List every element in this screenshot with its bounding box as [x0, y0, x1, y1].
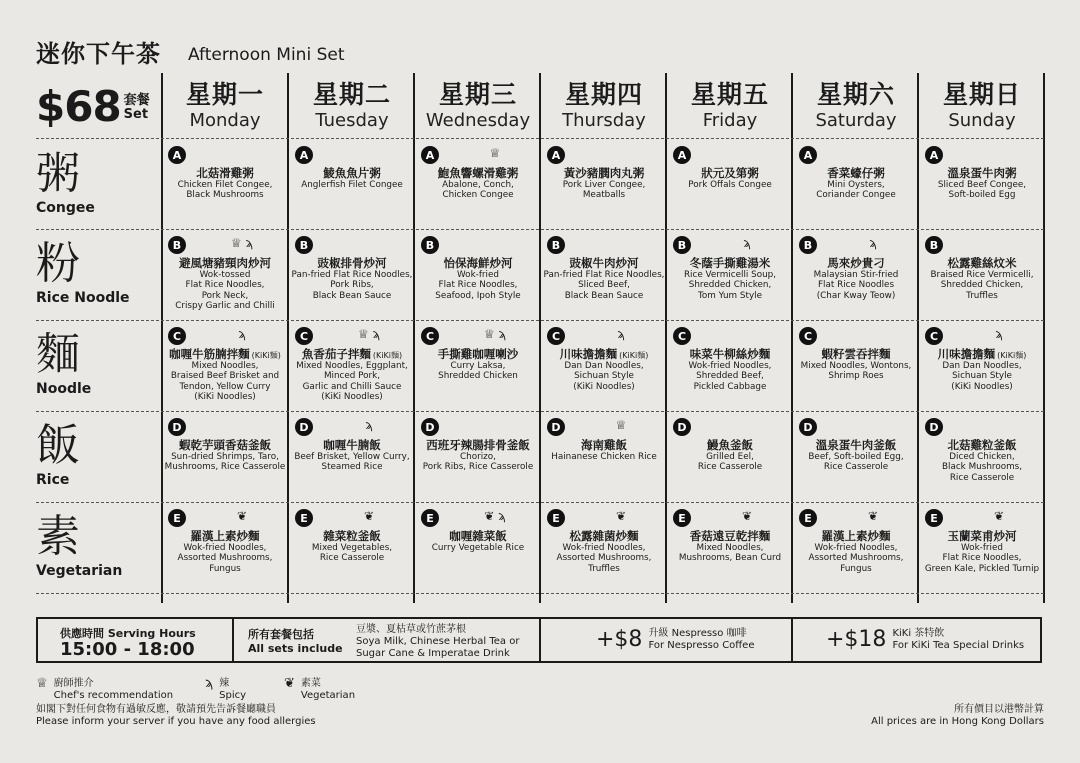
menu-item [793, 146, 919, 238]
dish-description: Braised Rice Vermicelli, Shredded Chicken, Truffles [930, 270, 1034, 301]
chili-icon: ϡ [365, 418, 373, 432]
option-letter-badge: A [168, 146, 186, 164]
day-name-en: Monday [189, 110, 261, 131]
option-letter-badge: C [547, 327, 565, 345]
dish-name-text: 川味擔擔麵 [559, 347, 618, 361]
day-header-saturday [796, 80, 916, 132]
chili-icon: ϡ [617, 327, 625, 341]
category-en: Rice Noodle [36, 290, 130, 306]
option-letter-badge: A [295, 146, 313, 164]
day-name-en: Saturday [815, 110, 897, 131]
category-zh: 素 [36, 511, 80, 562]
dish-icons [969, 509, 1029, 523]
option-letter-badge: B [295, 236, 313, 254]
dish-name-text: 馬來炒貴刁 [827, 256, 885, 270]
dish-icons [591, 418, 651, 432]
includes-items: 豆漿、夏枯草或竹蔗茅根 Soya Milk, Chinese Herbal Tea or Sugar Cane & Imperatae Drink [356, 624, 520, 659]
menu-item [162, 327, 288, 419]
dish-name-text: 溫泉蛋牛肉釜飯 [815, 438, 897, 452]
menu-item [919, 146, 1045, 238]
dish-icons [591, 327, 651, 341]
dish-icons [843, 509, 903, 523]
category-zh: 粉 [36, 238, 80, 289]
dish-name-text: 雜菜粒釜飯 [323, 529, 381, 543]
dish-name [541, 255, 667, 271]
leaf-icon: ❦ [615, 509, 627, 523]
menu-item [162, 236, 288, 328]
menu-item [415, 327, 541, 419]
dish-name [289, 437, 415, 453]
dish-name [162, 528, 288, 544]
category-rice [36, 420, 161, 488]
dish-icons [969, 327, 1029, 341]
option-letter-badge: D [673, 418, 691, 436]
menu-item [919, 418, 1045, 510]
dish-description: Beef, Soft-boiled Egg, Rice Casserole [808, 452, 904, 473]
menu-item [541, 327, 667, 419]
dish-description: Dan Dan Noodles, Sichuan Style (KiKi Noodles) [564, 361, 644, 392]
category-rice-noodle [36, 238, 161, 306]
menu-item [919, 509, 1045, 601]
menu-item [162, 509, 288, 601]
day-header-wednesday [418, 80, 538, 132]
dish-description: Abalone, Conch, Chicken Congee [442, 180, 514, 201]
chili-icon: ϡ [245, 236, 254, 250]
category-en: Congee [36, 200, 95, 216]
category-zh: 飯 [36, 420, 80, 471]
day-header-monday [165, 80, 285, 132]
chef-hat-icon: ♕ [615, 418, 627, 432]
legend-spicy [205, 678, 246, 702]
day-name-zh: 星期日 [942, 80, 1021, 109]
menu-item [289, 327, 415, 419]
dish-name-text: 豉椒排骨炒河 [317, 256, 387, 270]
option-letter-badge: C [295, 327, 313, 345]
dish-name [793, 437, 919, 453]
chili-icon: ϡ [498, 509, 506, 523]
dish-tag: (KiKi麵) [997, 351, 1027, 360]
price-label: 套餐 Set [123, 93, 150, 122]
addon-coffee-price: +$8 [596, 627, 643, 652]
day-name-en: Tuesday [315, 110, 389, 131]
legend-veg-text: 素菜 Vegetarian [300, 678, 356, 701]
category-congee [36, 148, 161, 216]
option-letter-badge: C [168, 327, 186, 345]
chef-hat-icon: ♕ [483, 327, 499, 341]
dish-icons [212, 327, 272, 341]
day-header-tuesday [292, 80, 412, 132]
dish-name [919, 437, 1045, 453]
dish-description: Mixed Vegetables, Rice Casserole [311, 543, 393, 564]
menu-item [289, 146, 415, 238]
dish-name [919, 528, 1045, 544]
option-letter-badge: B [168, 236, 186, 254]
dish-description: Wok-fried Noodles, Assorted Mushrooms, Fungus [808, 543, 904, 574]
legend-veg [284, 678, 355, 702]
leaf-icon: ❦ [867, 509, 879, 523]
dish-name [415, 255, 541, 271]
day-name-en: Sunday [948, 110, 1016, 131]
chili-icon: ϡ [995, 327, 1003, 341]
dish-name-text: 黃沙豬膶肉丸粥 [563, 166, 645, 180]
dish-description: Sun-dried Shrimps, Taro, Mushrooms, Rice Casserole [164, 452, 286, 473]
menu-item [541, 236, 667, 328]
option-letter-badge: B [673, 236, 691, 254]
dish-name [541, 437, 667, 453]
dish-name [793, 528, 919, 544]
dish-description: Curry Vegetable Rice [431, 543, 525, 553]
dish-icons [465, 509, 525, 523]
option-letter-badge: D [421, 418, 439, 436]
menu-item [541, 146, 667, 238]
dish-icons [339, 509, 399, 523]
addon-tea-price: +$18 [826, 627, 887, 652]
dish-name-text: 海南雞飯 [581, 438, 627, 452]
set-price [36, 84, 150, 130]
dish-name [667, 437, 793, 453]
dish-description: Mini Oysters, Coriander Congee [816, 180, 896, 201]
category-en: Vegetarian [36, 563, 123, 579]
dish-description: Pork Liver Congee, Meatballs [562, 180, 646, 201]
dish-name [289, 165, 415, 181]
dish-icons [843, 236, 903, 250]
dish-description: Hainanese Chicken Rice [551, 452, 657, 462]
includes-label: 所有套餐包括 All sets include [248, 628, 343, 655]
dish-name [667, 255, 793, 271]
dish-name-text: 咖喱牛腩飯 [323, 438, 381, 452]
dish-name-text: 手撕雞咖喱喇沙 [437, 347, 519, 361]
day-name-zh: 星期六 [816, 80, 895, 109]
option-letter-badge: E [547, 509, 565, 527]
dish-name-text: 西班牙辣腸排骨釜飯 [426, 438, 530, 452]
dish-description: Wok-fried Flat Rice Noodles, Green Kale, Pickled Turnip [924, 543, 1040, 574]
dish-name [415, 165, 541, 181]
dish-tag: (KiKi麵) [619, 351, 649, 360]
menu-item [919, 327, 1045, 419]
option-letter-badge: A [421, 146, 439, 164]
menu-item [793, 509, 919, 601]
dish-name-text: 玉蘭菜甫炒河 [947, 529, 1017, 543]
dish-description: Pan-fried Flat Rice Noodles, Pork Ribs, Black Bean Sauce [291, 270, 413, 301]
dish-name [415, 437, 541, 453]
dish-name-text: 香菜蠔仔粥 [827, 166, 885, 180]
dish-name-text: 咖喱雜菜飯 [449, 529, 507, 543]
dish-icons [717, 509, 777, 523]
legend-chef [36, 678, 173, 702]
option-letter-badge: B [925, 236, 943, 254]
option-letter-badge: C [925, 327, 943, 345]
price-value: $68 [36, 82, 121, 131]
dish-description: Wok-fried Flat Rice Noodles, Seafood, Ipoh Style [435, 270, 521, 301]
dish-description: Mixed Noodles, Braised Beef Brisket and Tendon, Yellow Curry (KiKi Noodles) [170, 361, 280, 403]
dish-name [793, 255, 919, 271]
dish-name-text: 咖喱牛筋腩拌麵 [169, 347, 250, 361]
chili-icon: ϡ [205, 676, 214, 691]
day-name-zh: 星期二 [312, 80, 391, 109]
dish-name [667, 528, 793, 544]
option-letter-badge: E [295, 509, 313, 527]
menu-item [162, 146, 288, 238]
dish-description: Curry Laksa, Shredded Chicken [438, 361, 518, 382]
dish-name [415, 346, 541, 362]
dish-description: Anglerfish Filet Congee [301, 180, 403, 190]
dish-icons [465, 146, 525, 160]
dish-icons [465, 327, 525, 341]
option-letter-badge: E [421, 509, 439, 527]
option-letter-badge: B [547, 236, 565, 254]
dish-name-text: 豉椒牛肉炒河 [569, 256, 639, 270]
dish-name-text: 避風塘豬頸肉炒河 [179, 256, 271, 270]
footer-divider [232, 617, 234, 663]
day-name-zh: 星期五 [690, 80, 769, 109]
allergy-note: 如閣下對任何食物有過敏反應，敬請預先告訴餐廳職員 Please inform your server if you have any food allergies [36, 704, 316, 727]
dish-description: Wok-fried Noodles, Assorted Mushrooms, Fungus [177, 543, 273, 574]
dish-name-text: 鯪魚魚片粥 [323, 166, 381, 180]
day-name-zh: 星期三 [438, 80, 517, 109]
dish-icons [717, 236, 777, 250]
dish-description: Grilled Eel, Rice Casserole [697, 452, 763, 473]
dish-description: Malaysian Stir-fried Flat Rice Noodles (Char Kway Teow) [813, 270, 899, 301]
dish-name-text: 溫泉蛋牛肉粥 [947, 166, 1017, 180]
menu-item [667, 146, 793, 238]
menu-item [289, 236, 415, 328]
dish-name-text: 狀元及第粥 [701, 166, 759, 180]
chef-hat-icon: ♕ [489, 146, 501, 160]
option-letter-badge: A [547, 146, 565, 164]
day-header-sunday [922, 80, 1042, 132]
dish-name [667, 346, 793, 362]
addon-tea-text: KiKi 茶特飲 For KiKi Tea Special Drinks [892, 627, 1025, 651]
option-letter-badge: C [673, 327, 691, 345]
addon-tea [826, 627, 1024, 652]
category-zh: 粥 [36, 148, 80, 199]
chili-icon: ϡ [869, 236, 877, 250]
legend-chef-text: 廚師推介 Chef's recommendation [53, 678, 174, 701]
menu-item [667, 327, 793, 419]
dish-name-text: 松露雜菌炒麵 [569, 529, 639, 543]
dish-name [162, 346, 288, 362]
option-letter-badge: C [799, 327, 817, 345]
dish-description: Rice Vermicelli Soup, Shredded Chicken, Tom Yum Style [683, 270, 777, 301]
dish-name [541, 165, 667, 181]
option-letter-badge: C [421, 327, 439, 345]
dish-description: Wok-tossed Flat Rice Noodles, Pork Neck, Crispy Garlic and Chilli [175, 270, 275, 312]
dish-name [919, 165, 1045, 181]
dish-description: Mixed Noodles, Wontons, Shrimp Roes [800, 361, 912, 382]
dish-name [541, 528, 667, 544]
leaf-icon: ❦ [993, 509, 1005, 523]
footer-divider [791, 617, 793, 663]
option-letter-badge: B [421, 236, 439, 254]
menu-item [162, 418, 288, 510]
option-letter-badge: A [799, 146, 817, 164]
chili-icon: ϡ [743, 236, 751, 250]
serving-hours-label: 供應時間 Serving Hours [60, 627, 196, 640]
footer-divider [539, 617, 541, 663]
currency-note: 所有價目以港幣計算 All prices are in Hong Kong Dollars [871, 704, 1044, 727]
dish-name [162, 255, 288, 271]
option-letter-badge: D [925, 418, 943, 436]
option-letter-badge: E [673, 509, 691, 527]
dish-name [289, 528, 415, 544]
dish-description: Pork Offals Congee [688, 180, 772, 190]
leaf-icon: ❦ [284, 676, 295, 691]
dish-name-text: 香菇遠豆乾拌麵 [689, 529, 771, 543]
dish-icons [212, 236, 272, 250]
menu-item [415, 236, 541, 328]
dish-name [541, 346, 667, 362]
dish-description: Mixed Noodles, Eggplant, Minced Pork, Garlic and Chilli Sauce (KiKi Noodles) [296, 361, 408, 403]
dish-description: Chicken Filet Congee, Black Mushrooms [177, 180, 273, 201]
menu-item [919, 236, 1045, 328]
leaf-icon: ❦ [363, 509, 375, 523]
option-letter-badge: D [168, 418, 186, 436]
category-zh: 麵 [36, 329, 80, 380]
day-header-thursday [544, 80, 664, 132]
dish-icons [591, 509, 651, 523]
menu-title-en: Afternoon Mini Set [188, 45, 345, 65]
dish-name-text: 羅漢上素炒麵 [190, 529, 260, 543]
dish-description: Chorizo, Pork Ribs, Rice Casserole [422, 452, 534, 473]
dish-icons [339, 327, 399, 341]
chef-hat-icon: ♕ [230, 236, 246, 250]
option-letter-badge: E [799, 509, 817, 527]
day-name-en: Thursday [562, 110, 646, 131]
dish-name-text: 鰻魚釜飯 [707, 438, 753, 452]
dish-name-text: 北菇滑雞粥 [196, 166, 254, 180]
dish-name-text: 蝦乾芋頭香菇釜飯 [179, 438, 271, 452]
leaf-icon: ❦ [236, 509, 248, 523]
option-letter-badge: D [295, 418, 313, 436]
chef-hat-icon: ♕ [36, 676, 48, 691]
menu-item [793, 236, 919, 328]
dish-name [793, 346, 919, 362]
category-vegetarian [36, 511, 161, 579]
dish-name [919, 346, 1045, 362]
dish-description: Diced Chicken, Black Mushrooms, Rice Casserole [941, 452, 1023, 483]
chili-icon: ϡ [498, 327, 507, 341]
dish-name [289, 346, 415, 362]
day-name-en: Friday [702, 110, 758, 131]
dish-name [793, 165, 919, 181]
chili-icon: ϡ [238, 327, 246, 341]
dish-description: Pan-fried Flat Rice Noodles, Sliced Beef, Black Bean Sauce [543, 270, 665, 301]
dish-description: Dan Dan Noodles, Sichuan Style (KiKi Noodles) [942, 361, 1022, 392]
option-letter-badge: A [673, 146, 691, 164]
dish-icons [339, 418, 399, 432]
menu-item [415, 509, 541, 601]
dish-description: Wok-fried Noodles, Assorted Mushrooms, Truffles [556, 543, 652, 574]
menu-item [415, 418, 541, 510]
menu-item [289, 509, 415, 601]
category-en: Noodle [36, 381, 92, 397]
menu-item [667, 418, 793, 510]
menu-item [667, 236, 793, 328]
dish-name [289, 255, 415, 271]
dish-icons [212, 509, 272, 523]
day-header-friday [670, 80, 790, 132]
legend-spicy-text: 辣 Spicy [219, 678, 247, 701]
row-divider [36, 138, 1044, 139]
dish-name [415, 528, 541, 544]
menu-item [667, 509, 793, 601]
option-letter-badge: A [925, 146, 943, 164]
serving-hours-time: 15:00 - 18:00 [60, 639, 195, 660]
dish-name-text: 蝦籽雲吞拌麵 [821, 347, 891, 361]
option-letter-badge: E [168, 509, 186, 527]
menu-item [541, 418, 667, 510]
menu-title-zh: 迷你下午茶 [36, 40, 161, 68]
addon-coffee-text: 升級 Nespresso 咖啡 For Nespresso Coffee [648, 627, 755, 651]
dish-name-text: 北菇雞粒釜飯 [947, 438, 1017, 452]
day-name-zh: 星期四 [564, 80, 643, 109]
dish-name-text: 魚香茄子拌麵 [301, 347, 371, 361]
dish-name-text: 川味擔擔麵 [937, 347, 996, 361]
dish-tag: (KiKi麵) [251, 351, 281, 360]
menu-item [415, 146, 541, 238]
dish-name-text: 松露雞絲炆米 [947, 256, 1017, 270]
dish-name-text: 羅漢上素炒麵 [821, 529, 891, 543]
dish-description: Wok-fried Noodles, Shredded Beef, Pickled Cabbage [688, 361, 772, 392]
menu-item [793, 418, 919, 510]
addon-coffee [596, 627, 755, 652]
dish-name [162, 165, 288, 181]
dish-tag: (KiKi麵) [372, 351, 403, 360]
dish-name [919, 255, 1045, 271]
menu-item [541, 509, 667, 601]
dish-description: Sliced Beef Congee, Soft-boiled Egg [937, 180, 1027, 201]
dish-description: Beef Brisket, Yellow Curry, Steamed Rice [294, 452, 410, 473]
menu-item [793, 327, 919, 419]
dish-name [162, 437, 288, 453]
leaf-icon: ❦ [484, 509, 499, 523]
category-noodle [36, 329, 161, 397]
chili-icon: ϡ [372, 327, 381, 341]
dish-description: Mixed Noodles, Mushrooms, Bean Curd [678, 543, 782, 564]
day-name-en: Wednesday [425, 110, 531, 131]
option-letter-badge: B [799, 236, 817, 254]
option-letter-badge: E [925, 509, 943, 527]
chef-hat-icon: ♕ [357, 327, 373, 341]
day-name-zh: 星期一 [185, 80, 264, 109]
category-en: Rice [36, 472, 70, 488]
dish-name-text: 鮑魚響螺滑雞粥 [437, 166, 519, 180]
dish-name-text: 冬蔭手撕雞湯米 [689, 256, 771, 270]
option-letter-badge: D [799, 418, 817, 436]
dish-name [667, 165, 793, 181]
dish-name-text: 味菜牛柳絲炒麵 [689, 347, 771, 361]
option-letter-badge: D [547, 418, 565, 436]
leaf-icon: ❦ [741, 509, 753, 523]
dish-name-text: 怡保海鮮炒河 [443, 256, 513, 270]
menu-item [289, 418, 415, 510]
